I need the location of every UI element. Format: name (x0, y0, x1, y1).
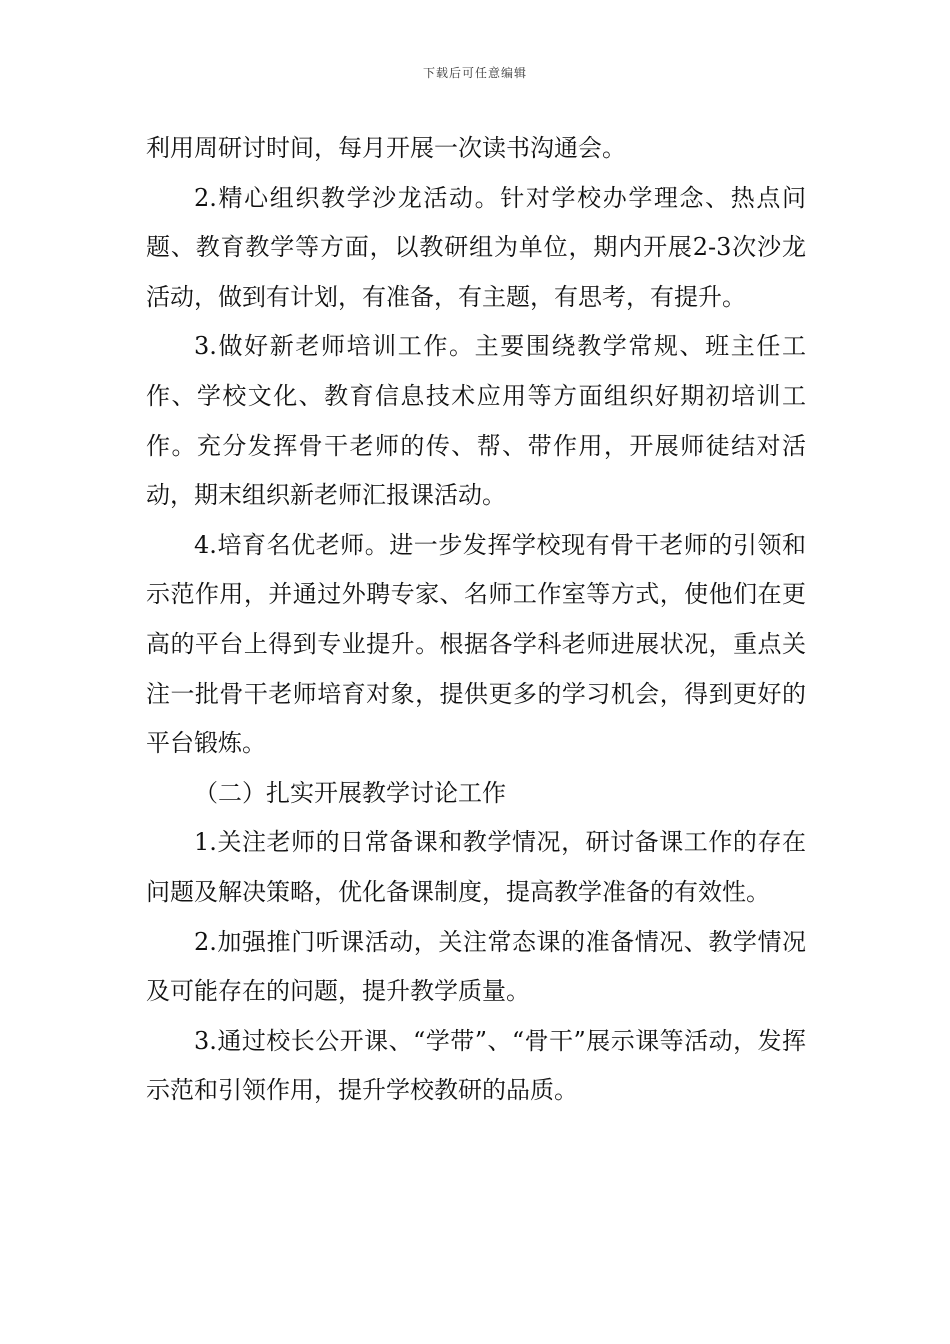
paragraph-item-4-teachers: 4.培育名优老师。进一步发挥学校现有骨干老师的引领和示范作用，并通过外聘专家、名师工作室等方式，使他们在更高的平台上得到专业提升。根据各学科老师进展状况，重点关注一批骨干老师培育对象，提供更多的学习机会，得到更好的平台锻炼。 (146, 530, 806, 758)
section-heading: （二）扎实开展教学讨论工作 (194, 778, 506, 807)
paragraph-item-3-training: 3.做好新老师培训工作。主要围绕教学常规、班主任工作、学校文化、教育信息技术应用等方面组织好期初培训工作。充分发挥骨干老师的传、帮、带作用，开展师徒结对活动，期末组织新老师汇报课活动。 (146, 332, 806, 510)
paragraph-item-1-lesson-prep: 1.关注老师的日常备课和教学情况，研讨备课工作的存在问题及解决策略，优化备课制度，提高教学准备的有效性。 (146, 828, 806, 906)
paragraph-continuation: 利用周研讨时间，每月开展一次读书沟通会。 (146, 134, 626, 162)
paragraph-item-2-salon: 2.精心组织教学沙龙活动。针对学校办学理念、热点问题、教育教学等方面，以教研组为单位，期内开展2-3次沙龙活动，做到有计划，有准备，有主题，有思考，有提升。 (146, 183, 806, 311)
header-note: 下载后可任意编辑 (422, 66, 527, 80)
paragraph-item-3-open-class: 3.通过校长公开课、“学带”、“骨干”展示课等活动，发挥示范和引领作用，提升学校教研的品质。 (146, 1026, 806, 1105)
paragraph-item-2-observation: 2.加强推门听课活动，关注常态课的准备情况、教学情况及可能存在的问题，提升教学质量。 (146, 927, 806, 1006)
document-body (146, 124, 806, 1116)
